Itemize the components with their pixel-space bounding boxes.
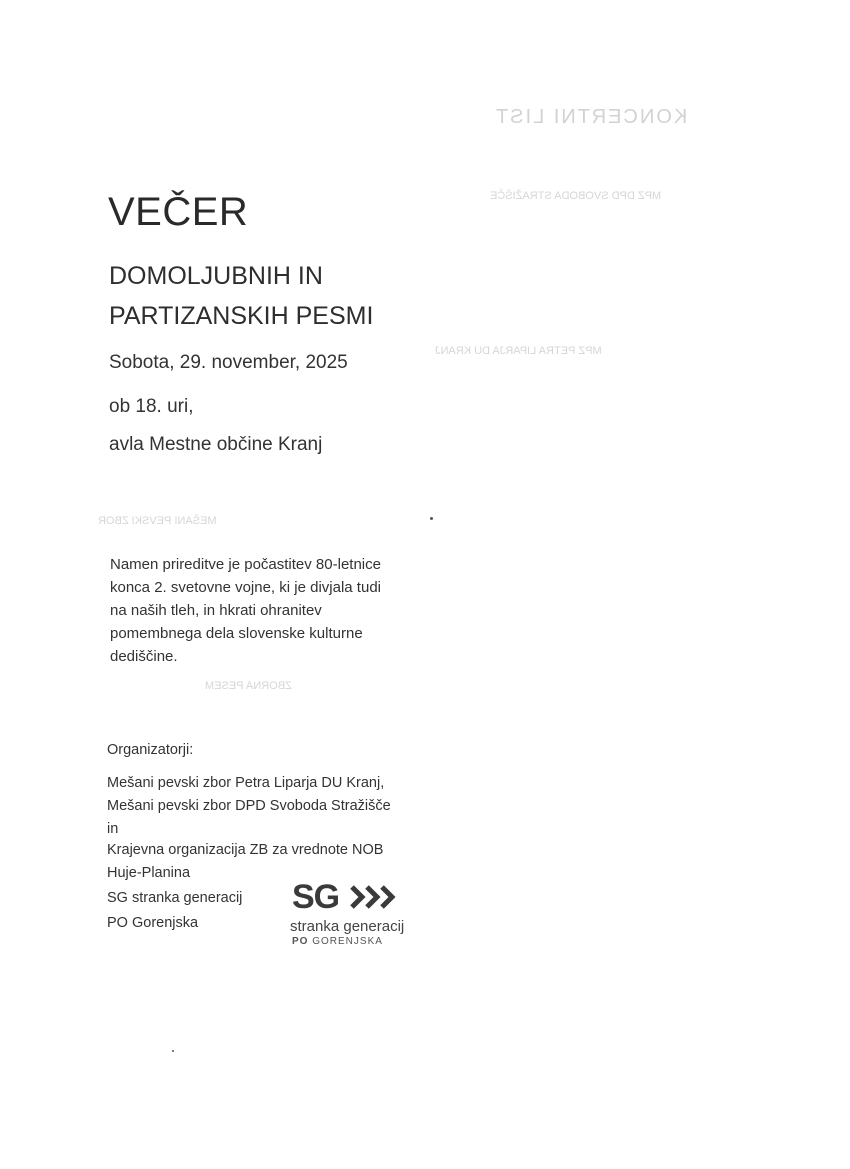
description-line: Namen prireditve je počastitev 80-letnice [110,556,381,573]
show-through-heading: KONCERTNI LIST [494,106,688,128]
show-through-line: MPZ DPD SVOBODA STRAŽIŠČE [490,190,662,202]
logo-region-name: GORENJSKA [312,936,383,947]
logo-po: PO [292,936,309,947]
logo-name: stranka generacij [290,918,405,935]
chevrons-icon [350,884,402,910]
scan-speck [430,517,433,520]
show-through-line: MPZ PETRA LIPARJA DU KRANJ [435,345,602,357]
organizer-item: Krajevna organizacija ZB za vrednote NOB [107,842,384,858]
event-date: Sobota, 29. november, 2025 [109,352,348,373]
organizer-item: Mešani pevski zbor DPD Svoboda Stražišče [107,798,391,814]
sg-party-logo [290,878,415,948]
show-through-line: MEŠANI PEVSKI ZBOR [98,515,217,527]
description-line: pomembnega dela slovenske kulturne [110,625,363,642]
description-line: na naših tleh, in hkrati ohranitev [110,602,322,619]
logo-region [292,936,383,947]
organizer-item: PO Gorenjska [107,915,199,931]
event-time: ob 18. uri, [109,396,194,417]
scan-speck [172,1050,174,1052]
description-line: dediščine. [110,648,178,665]
organizer-item: in [107,821,119,837]
event-title: VEČER [108,190,249,234]
show-through-line: ZBORNA PESEM [205,680,292,692]
organizers-label: Organizatorji: [107,742,194,758]
organizer-item: Huje-Planina [107,865,191,881]
organizer-item: SG stranka generacij [107,890,243,906]
description-line: konca 2. svetovne vojne, ki je divjala tudi [110,579,381,596]
event-venue: avla Mestne občine Kranj [109,434,323,455]
event-description [110,553,410,668]
event-subtitle-line-1: DOMOLJUBNIH IN [109,262,323,290]
event-subtitle-line-2: PARTIZANSKIH PESMI [109,302,374,330]
organizer-item: Mešani pevski zbor Petra Liparja DU Kranj, [107,775,385,791]
logo-letters: SG [292,878,340,916]
